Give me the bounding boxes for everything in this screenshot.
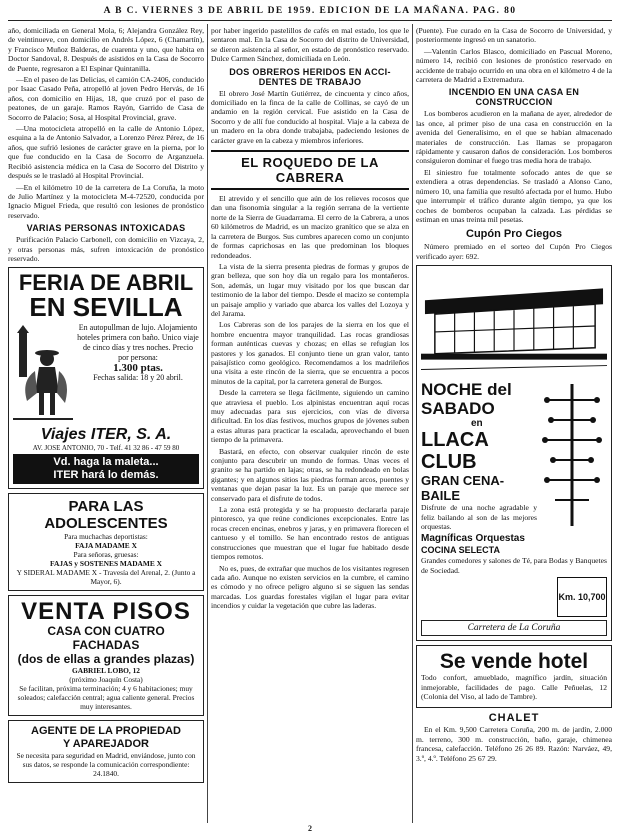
headline-incendio-line-2: CONSTRUCCION <box>475 97 553 108</box>
article-paragraph: Bastará, en efecto, con observar cualquier rincón de este conjunto para descubrir un mundo de formas. Unas veces el granito se ha partido en lajas; otras, se ha redondeado en bolas gigantes; y en algunos sitios las piedras forman arcos, puentes y ventanas que dejan pasar la luz. Es un paraje que merece ser conservado para el disfrute de todos. <box>211 446 409 503</box>
ad-se-vende-hotel <box>416 645 612 708</box>
ad-hotel-text: Todo confort, amueblado, magnífico jardín, situación inmejorable, facilidades de pago. Calle Peñuelas, 12 (Colonia del Viso, al lado de Tambre). <box>421 673 607 701</box>
ad-agente-text: Se necesita para seguridad en Madrid, enviándose, junto con sus datos, se responde la comunicación correspondiente: 24.1840. <box>16 751 196 779</box>
article-paragraph: año, domiciliada en General Mola, 6; Alejandra González Rey, de veintinueve, con domicilio en Andrés López, 6 (Chamartín), y Francisco Muñoz Balderas, de cuarenta y uno, que habita en Doctor Sandoval, 8. Después de asistidos en la Casa de Socorro de Puente, regresaron a El Espinar Quintanilla. <box>8 26 204 73</box>
article-paragraph: No es, pues, de extrañar que muchos de los visitantes regresen cada año. Aunque no existen servicios en la cumbre, el camino es cómodo y no ofrece peligro alguno si se siguen las sendas marcadas. Los guardas forestales vigilan el lugar para evitar incendios y cuidar la vegetación que cubre las laderas. <box>211 563 409 611</box>
ad-adolescentes-line: FAJAS y SOSTENES MADAME X <box>50 559 162 569</box>
article-paragraph: por haber ingerido pastelillos de cafés en mal estado, los que le sentaron mal. En la Casa de Socorro del distrito de Universidad, se dieron asistencia al señor, en estado de pronóstico reservado. Dulce Carmen Sánchez, domiciliada en León. <box>211 26 409 64</box>
ad-llaca-club-name: LLACA CLUB <box>421 429 489 474</box>
ad-venta-subtitle: CASA CON CUATRO FACHADAS <box>47 624 165 653</box>
ad-llaca-carretera: Carretera de La Coruña <box>421 620 607 636</box>
ad-feria-price: 1.300 ptas. <box>113 362 163 375</box>
article-paragraph: —Una motocicleta atropelló en la calle de Antonio López, esquina a la de Antonio Salvador, a Lorenzo Pérez Pérez, de 16 años, que sufrió lesiones de carácter grave en la pierna, por lo que fue conducido en la Casa de Socorro de Arganzuela. Recibió asistencia médica en la Casa de Socorro del Distrito y después se le trasladó al Hospital Provincial. <box>8 124 204 181</box>
column-left <box>8 26 204 825</box>
ad-llaca-desc: Disfrute de una noche agradable y feliz bailando al son de las mejores orquestas. <box>421 503 537 531</box>
page-header: A B C. VIERNES 3 DE ABRIL DE 1959. EDICION DE LA MAÑANA. PAG. 80 <box>8 6 612 21</box>
ad-feria-address: AV. JOSE ANTONIO, 70 - Telf. 41 32 86 - 47 59 80 <box>32 444 180 453</box>
ad-feria-slogan-1: Vd. haga la maleta... <box>53 456 159 469</box>
ad-agente-title: AGENTE DE LA PROPIEDAD <box>31 725 181 738</box>
column-rule <box>207 24 208 823</box>
ad-agente <box>8 720 204 783</box>
ad-adolescentes-line: Para muchachas deportistas: <box>64 532 148 542</box>
km-marker: Km. 10,700 <box>557 577 607 617</box>
page-footer-mark: 2 <box>308 824 312 833</box>
article-paragraph: El atrevido y el sencillo que aún de los relieves rocosos que dan una fisonomía singular a la región serrana de la vertiente norte de la Sierra de Guadarrama. El cerro de la Cabrera, a unos 60 kilómetros de Madrid, es un macizo granítico que se alza en la carretera de Burgos. Sus cumbres aparecen como un conjunto de formas caprichosas en las que predominan los bloques redondeados. <box>211 194 409 260</box>
ad-venta-pisos <box>8 595 204 716</box>
ad-llaca-orquestas: Magníficas Orquestas <box>421 533 525 545</box>
ad-adolescentes-address: Y SIDERAL MADAME X - Travesía del Arenal, 2. (Junto a Mayor, 6). <box>16 568 196 587</box>
ad-llaca-en: en <box>471 418 483 430</box>
ad-venta-subtitle-2: (dos de ellas a grandes plazas) <box>17 652 195 667</box>
headline-incendio-line-1: INCENDIO EN UNA CASA EN <box>448 87 580 98</box>
ad-venta-street: GABRIEL LOBO, 12 <box>72 666 140 676</box>
article-paragraph: (Puente). Fue curado en la Casa de Socorro de Universidad, y posteriormente ingresó en un sanatorio. <box>416 26 612 45</box>
ad-feria-slogan <box>13 454 199 484</box>
article-paragraph: Los Cabreras son de los parajes de la sierra en los que el hombre encuentra mayor tranquilidad. Las rocas grandiosas forman auténticas cuevas y chozas; en ellas se refugian los pastores y los ganados. El conjunto tiene un gran valor, tanto paisajístico como geológico. Recomendamos a los madrileños una visita a este rincón de la sierra, que se encuentra a pocos minutos de la capital, por la carretera general de Burgos. <box>211 320 409 386</box>
article-paragraph: Purificación Palacio Carbonell, con domicilio en Vizcaya, 2, y otras personas más, sufren intoxicación de pronóstico reservado. <box>8 235 204 263</box>
headline-cupon: Cupón Pro Ciegos <box>466 228 562 241</box>
ad-feria-agency: Viajes ITER, S. A. <box>40 426 172 444</box>
column-rule <box>412 24 413 823</box>
antenna-illustration-icon <box>537 380 607 530</box>
ad-feria-title: FERIA DE ABRIL <box>18 270 194 296</box>
ad-llaca-reserva: Grandes comedores y salones de Té, para Bodas y Banquetes de Sociedad. <box>421 556 607 575</box>
ad-venta-title: VENTA PISOS <box>21 598 191 626</box>
column-right <box>416 26 612 825</box>
ad-feria-title-2: EN SEVILLA <box>29 292 183 323</box>
ad-feria-slogan-2: ITER hará lo demás. <box>53 469 159 482</box>
headline-obreros-line-2: DENTES DE TRABAJO <box>258 76 362 87</box>
article-paragraph: El siniestro fue totalmente sofocado antes de que se extendiera a otras dependencias. Se trasladó a Alonso Cano, número 10, una familia que resultó afectada por el humo. Hubo que interrumpir el tráfico durante algún tiempo, ya que los coches de bomberos ocupaban la calzada. Las pérdidas se estiman en unas treinta mil pesetas. <box>416 167 612 224</box>
ad-adolescentes <box>8 493 204 591</box>
article-paragraph: Número premiado en el sorteo del Cupón Pro Ciegos verificado ayer: 692. <box>416 242 612 261</box>
article-paragraph: —Valentín Carlos Blasco, domiciliado en Pascual Moreno, número 14, recibió con lesiones de pronóstico reservado en accidente de trabajo ocurrido en una obra en el kilómetro 4 de la carretera de Madrid a Extremadura. <box>416 46 612 85</box>
matador-illustration-icon <box>13 323 73 423</box>
ad-chalet-text: En el Km. 9,500 Carretera Coruña, 200 m. de jardín, 2.000 m. terreno, 300 m. construcción, baño, garaje, chimenea francesa, calefacción. Teléfono 26 26 89. Razón: Narváez, 49, 3.º, 4.º. Teléfono 25 67 29. <box>416 725 612 763</box>
ad-llaca-gran: GRAN CENA-BAILE <box>421 473 505 504</box>
ad-feria-dates: Fechas salida: 18 y 20 abril. <box>93 373 183 383</box>
ad-feria-sevilla <box>8 267 204 489</box>
ad-llaca-cocina: COCINA SELECTA <box>421 545 501 556</box>
ad-hotel-title: Se vende hotel <box>439 650 589 674</box>
article-paragraph: Los bomberos acudieron en la mañana de ayer, alrededor de las once, al primer piso de una casa en construcción en la avenida del Generalísimo, en el que se habían almacenado materiales de construcción. Las llamas se propagaron rápidamente y causaron daños de consideración. Los bomberos consiguieron dominar el fuego tras media hora de trabajo. <box>416 109 612 166</box>
ad-llaca-noche: NOCHE del SABADO <box>421 380 512 419</box>
column-middle <box>211 26 409 825</box>
ad-venta-details: Se facilitan, próxima terminación; 4 y 6 habitaciones; muy soleados; calefacción central; agua caliente general. Precios muy interesantes. <box>17 684 195 712</box>
building-illustration-icon <box>421 270 607 380</box>
headline-intoxicadas: VARIAS PERSONAS INTOXICADAS <box>26 223 186 234</box>
ad-venta-near: (próximo Joaquín Costa) <box>69 675 143 685</box>
article-paragraph: —En el kilómetro 10 de la carretera de La Coruña, la moto de Julio Martínez y la motocicleta M-4-72520, conducida por Ignacio Miguel Frieda, que resultó con lesiones de pronóstico reservado. <box>8 182 204 220</box>
article-paragraph: El obrero José Martín Gutiérrez, de cincuenta y cinco años, domiciliado en la finca de la calle de Collinas, se cayó de un andamio en la región cervical. Fue asistido en la Casa de Socorro y de allí fue conducido al hospital. Viaje a la cabeza de un madero en la obra donde trabajaba, padeciendo lesiones de carácter grave en la cabeza y miembros inferiores. <box>211 88 409 145</box>
ad-adolescentes-brand: FAJA MADAME X <box>75 541 137 551</box>
headline-obreros <box>211 67 409 87</box>
ad-adolescentes-line: Para señoras, gruesas: <box>73 550 139 560</box>
ad-agente-title-2: Y APAREJADOR <box>63 738 149 751</box>
article-paragraph: La zona está protegida y se ha propuesto declararla paraje pintoresco, ya que reúne condiciones excepcionales. Entre las rocas crecen encinas, enebros y jaras, y en primavera florecen el cantueso y el tomillo. Se han encontrado restos de antiguas construcciones que muestran que el lugar fue habitado desde tiempos remotos. <box>211 505 409 562</box>
headline-obreros-line-1: DOS OBREROS HERIDOS EN ACCI- <box>229 66 391 77</box>
headline-incendio <box>416 87 612 107</box>
headline-roquedo: EL ROQUEDO DE LA CABRERA <box>211 150 409 190</box>
ad-llaca-club <box>416 265 612 641</box>
article-paragraph: Desde la carretera se llega fácilmente, siguiendo un camino que atraviesa el pueblo. Los alpinistas encuentran aquí rocas muy adecuadas para sus ejercicios, con vías de diversa dificultad. En los días festivos, muchos grupos de jóvenes suben a estas alturas para practicar la escalada, aprovechando el buen tiempo de la primavera. <box>211 388 409 445</box>
ad-feria-text: En autopullman de lujo. Alojamiento hoteles primera con baño. Unico viaje de cinco días y tres noches. Precio por persona: <box>77 323 199 363</box>
ad-adolescentes-title: PARA LAS ADOLESCENTES <box>44 498 168 533</box>
article-paragraph: —En el paseo de las Delicias, el camión CA-2406, conducido por Isaac Casado Peña, atropelló al joven Pedro Hervás, de 16 años, con domicilio en Hijas, 18, que cruzó por el paso de peatones, de un garaje. Ramos Rayón, Garrido de Casa de Socorro de Palacio; Sosa, al Hospital Provincial, grave. <box>8 75 204 122</box>
ad-chalet-title: CHALET <box>488 712 540 725</box>
article-paragraph: La vista de la sierra presenta piedras de formas y grupos de gran belleza, que son hoy día un regalo para los montañeros. Son, además, un lugar muy visitado por los que buscan dar testimonio de la labor del tiempo. Desde el macizo se contempla un paisaje amplio y variado que abarca los valles del Lozoya y del Jarama. <box>211 261 409 318</box>
